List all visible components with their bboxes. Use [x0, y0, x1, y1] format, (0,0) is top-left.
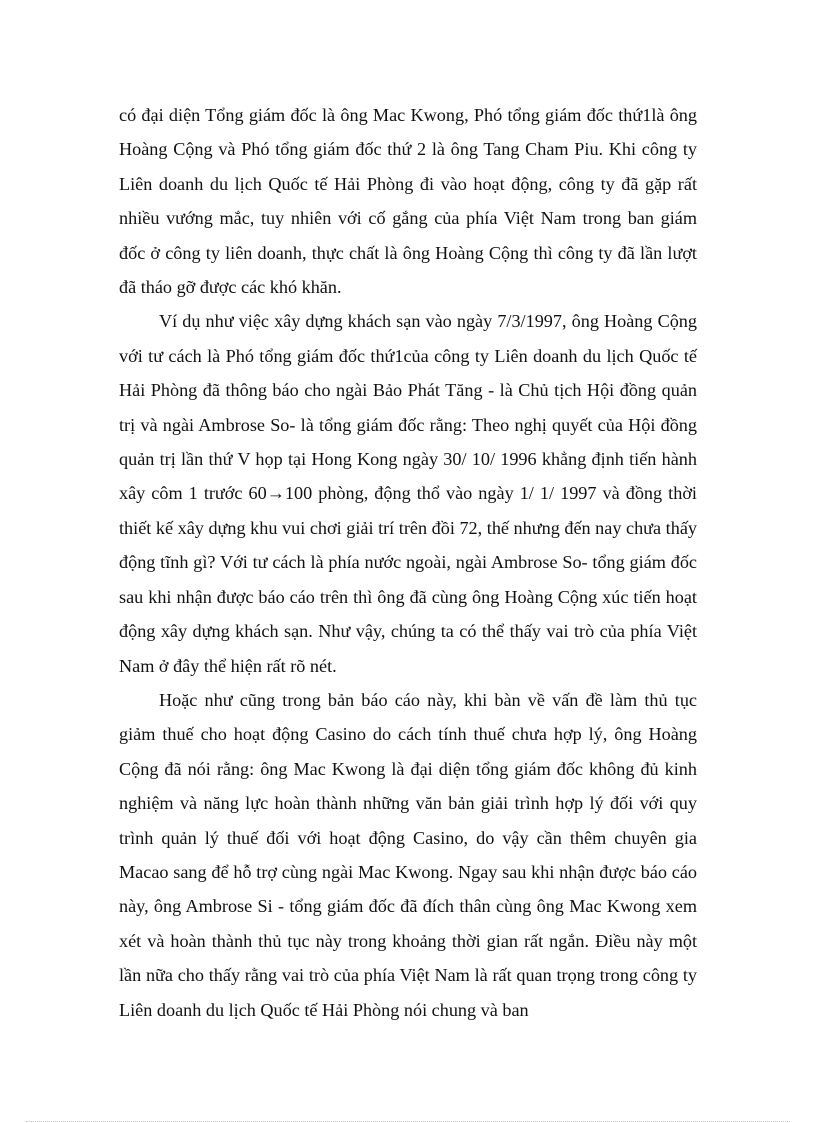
paragraph-3: Hoặc như cũng trong bản báo cáo này, khi bàn về vấn đề làm thủ tục giảm thuế cho hoạt động Casino do cách tính thuế chưa hợp lý, ông Hoàng Cộng đã nói rằng: ông Mac Kwong là đại diện tổng giám đốc không đủ kinh nghiệm và năng lực hoàn thành những văn bản giải trình hợp lý đối với quy trình quản lý thuế đối với hoạt động Casino, do vậy cần thêm chuyên gia Macao sang để hỗ trợ cùng ngài Mac Kwong. Ngay sau khi nhận được báo cáo này, ông Ambrose Si - tổng giám đốc đã đích thân cùng ông Mac Kwong xem xét và hoàn thành thủ tục này trong khoảng thời gian rất ngắn. Điều này một lần nữa cho thấy rằng vai trò của phía Việt Nam là rất quan trọng trong công ty Liên doanh du lịch Quốc tế Hải Phòng nói chung và ban: [119, 689, 697, 1020]
page-bottom-divider: [26, 1121, 790, 1122]
document-body: [119, 98, 697, 1027]
paragraph-2: Ví dụ như việc xây dựng khách sạn vào ngày 7/3/1997, ông Hoàng Cộng với tư cách là Phó tổng giám đốc thứ1của công ty Liên doanh du lịch Quốc tế Hải Phòng đã thông báo cho ngài Bảo Phát Tăng - là Chủ tịch Hội đồng quản trị và ngài Ambrose So- là tổng giám đốc rằng: Theo nghị quyết của Hội đồng quản trị lần thứ V họp tại Hong Kong ngày 30/ 10/ 1996 khẳng định tiến hành xây côm 1 trước 60→100 phòng, động thổ vào ngày 1/ 1/ 1997 và đồng thời thiết kế xây dựng khu vui chơi giải trí trên đồi 72, thế nhưng đến nay chưa thấy động tĩnh gì? Với tư cách là phía nước ngoài, ngài Ambrose So- tổng giám đốc sau khi nhận được báo cáo trên thì ông đã cùng ông Hoàng Cộng xúc tiến hoạt động xây dựng khách sạn. Như vậy, chúng ta có thể thấy vai trò của phía Việt Nam ở đây thể hiện rất rõ nét.: [119, 311, 697, 676]
paragraph-1: có đại diện Tổng giám đốc là ông Mac Kwong, Phó tổng giám đốc thứ1là ông Hoàng Cộng và Phó tổng giám đốc thứ 2 là ông Tang Cham Piu. Khi công ty Liên doanh du lịch Quốc tế Hải Phòng đi vào hoạt động, công ty đã gặp rất nhiều vướng mắc, tuy nhiên với cố gắng của phía Việt Nam trong ban giám đốc ở công ty liên doanh, thực chất là ông Hoàng Cộng thì công ty đã lần lượt đã tháo gỡ được các khó khăn.: [119, 105, 697, 298]
